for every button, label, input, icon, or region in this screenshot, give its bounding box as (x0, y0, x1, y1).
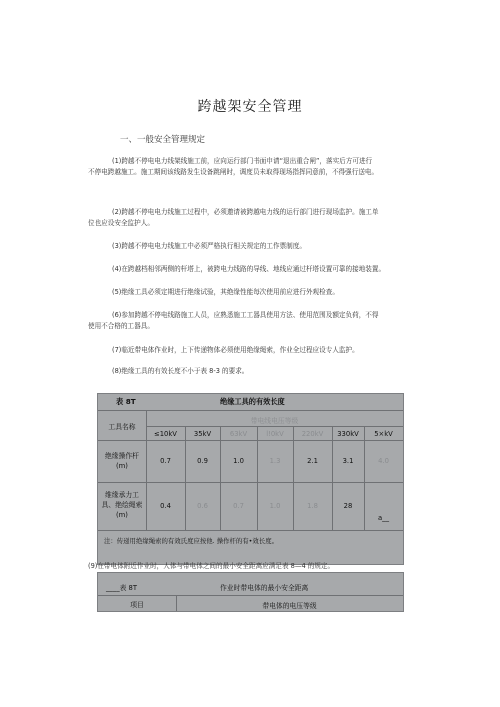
table2-col-voltage: 带电体的电压等级 (262, 602, 317, 610)
paragraph-1 (88, 156, 428, 178)
paragraph-4 (88, 264, 428, 275)
paragraph-2-line1: (2)跨越不停电电力线施工过程中，必须邀请被跨越电力线的运行部门进行现场监护。施工单 (112, 208, 379, 216)
paragraph-8-line1: (8)绝缘工具的有效长度不小于表 8-3 的要求。 (112, 367, 249, 375)
paragraph-6-line1: (6)参加跨越不停电线路施工人员，应熟悉施工工器具使用方法、使用范围及额定负荷，不得 (112, 311, 379, 319)
table1-caption-title: 绝缘工具的有效长度 (220, 397, 285, 406)
table1-voltage-3: 63kV (229, 430, 248, 438)
table1-row2-value: 0.4 (160, 502, 171, 510)
table1-row1-name: 绝缘操作杆 (m) (105, 452, 139, 470)
table1-caption-number: 表 8T (116, 397, 136, 406)
table1-note: 注：传递用绝缘绳索的有效氏度应按他. 操作杆的有•效长度。 (104, 537, 278, 545)
table1-row2-name: 维缘承力工 具、绝绘绳索 (m) (101, 491, 143, 519)
table1-voltage-4: l!0kV (266, 430, 284, 438)
table1-tool-header: 工具名称 (108, 423, 136, 431)
table1-rule (220, 426, 221, 530)
paragraph-3 (88, 241, 428, 252)
table1-rule (98, 440, 403, 441)
paragraph-2 (88, 207, 428, 229)
table1-row2-value: 0.6 (197, 502, 208, 510)
insulation-tool-length-table (97, 393, 404, 565)
min-safe-distance-table (97, 572, 404, 612)
paragraph-5 (88, 287, 428, 298)
table1-row1-value: 0.9 (197, 457, 208, 465)
table1-voltage-6: 330kV (337, 430, 359, 438)
table1-row2-value: 1.8 (307, 502, 318, 510)
table1-rule (185, 426, 186, 530)
paragraph-1-line1: (1)跨越不停电电力线架线施工前，应向运行部门书面申请“退出重合闸”，落实后方可进行 (112, 157, 373, 165)
table1-voltage-2: 35kV (193, 430, 212, 438)
table1-rule (98, 482, 403, 483)
paragraph-1-rest: 不停电跨越施工。施工期间该线路发生设备跳闸时，调度员未取得现场指挥同意前，不得强行送电。 (88, 168, 379, 176)
document-title: 跨越架安全管理 (197, 99, 303, 115)
table1-voltage-5: 220kV (301, 430, 324, 438)
table1-row1-value: 1.3 (269, 457, 281, 465)
section-heading: 一、一般安全管理规定 (120, 135, 206, 145)
table1-row2-value: 1.0 (269, 502, 281, 510)
paragraph-4-line1: (4)在跨越档相邻两侧的杆塔上，被跨电力线路的导线、地线应通过杆塔设置可靠的接地装置。 (112, 265, 386, 273)
table1-rule (98, 410, 403, 411)
table2-rule (98, 595, 403, 596)
table1-row1-value: 0.7 (160, 457, 171, 465)
table2-col-item: 项目 (130, 601, 144, 609)
table1-rule (146, 410, 147, 530)
table1-voltage-7: 5×kV (374, 430, 393, 438)
table1-row1-value: 1.0 (233, 457, 244, 465)
paragraph-5-line1: (5)绝缘工具必须定期进行绝缘试验，其绝缘性能每次使用前应进行外观检查。 (112, 288, 339, 296)
table1-row2-value: 28 (343, 502, 353, 510)
table1-rule (293, 426, 294, 530)
table1-row1-value: 3.1 (342, 457, 354, 465)
paragraph-6 (88, 310, 428, 332)
paragraph-7 (88, 345, 428, 356)
table1-rule (332, 426, 333, 530)
table1-row2-value: a__ (378, 514, 389, 522)
paragraph-2-rest: 位也应设安全监护人。 (88, 219, 154, 227)
table1-rule (257, 426, 258, 530)
table1-group-header: 带电线电压等级 (250, 417, 299, 425)
paragraph-3-line1: (3)跨越不停电电力线施工中必须严格执行相关规定的工作票制度。 (112, 242, 306, 250)
paragraph-8 (88, 366, 428, 377)
table1-row2-value: 0.7 (233, 502, 244, 510)
paragraph-7-line1: (7)临近带电体作业时，上下传递物体必须使用绝缘绳索，作业全过程应设专人监护。 (112, 346, 359, 354)
table1-row1-value: 4.0 (378, 457, 389, 465)
paragraph-9: (9)在带电体附近作业时，人体与带电体之间的最小安全距离应满足表 8—4 的规定。 (88, 562, 335, 570)
table1-voltage-1: ≤10kV (154, 430, 177, 438)
table1-rule (98, 530, 403, 531)
table2-caption-title: 作业时带电体的最小安全距离 (220, 584, 309, 592)
paragraph-6-rest: 使用不合格的工器具。 (88, 322, 154, 330)
table2-caption-number: ____表 8T (106, 584, 138, 592)
table1-row1-value: 2.1 (307, 457, 318, 465)
